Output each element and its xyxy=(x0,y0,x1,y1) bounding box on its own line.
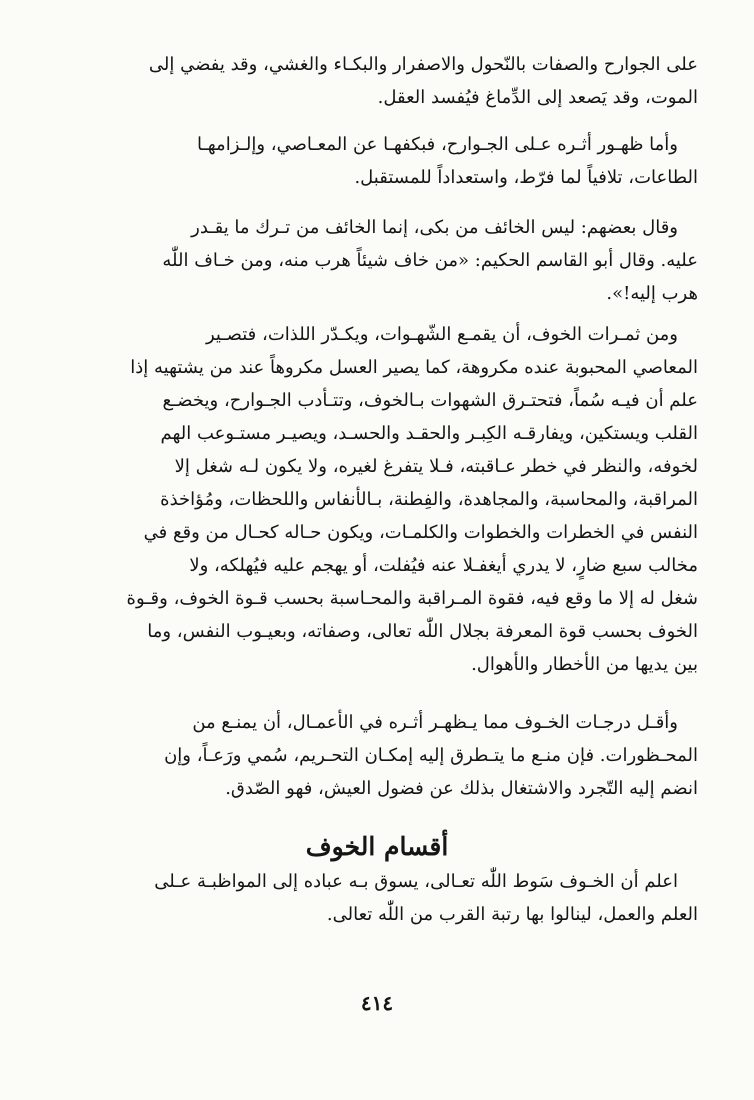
text-line: الخوف بحسب قوة المعرفة بجلال اللّٰه تعالى، وصفاته، وبعيـوب النفس، وما xyxy=(147,621,698,642)
text-line: ومن ثمـرات الخوف، أن يقمـع الشّهـوات، ويكـدّر اللذات، فتصـير xyxy=(206,324,678,345)
paragraph-outward-effects xyxy=(58,128,698,194)
text-line: مخالب سبع ضارٍ، لا يدري أيغفـلا عنه فيُفلت، أو يهجم عليه فيُهلكه، ولا xyxy=(189,555,698,576)
text-line: عليه. وقال أبو القاسم الحكيم: «من خاف شيئاً هرب منه، ومن خـاف اللّٰه xyxy=(162,250,698,271)
paragraph-types-of-fear xyxy=(58,865,698,931)
text-line: شغل له إلا ما وقع فيه، فقوة المـراقبة والمحـاسبة بحسب قـوة الخوف، وقـوة xyxy=(126,588,698,609)
text-line: اعلم أن الخـوف سَوط اللّٰه تعـالى، يسوق بـه عباده إلى المواظبـة عـلى xyxy=(154,871,678,892)
text-line: وأما ظهـور أثـره عـلى الجـوارح، فبكفهـا عن المعـاصي، وإلـزامهـا xyxy=(197,134,678,155)
page-number: ٤١٤ xyxy=(360,991,394,1015)
text-line: علم أن فيـه سُماً، فتحتـرق الشهوات بـالخوف، وتتـأدب الجـوارح، ويخضـع xyxy=(162,390,698,411)
paragraph-physical-effects xyxy=(58,48,698,114)
text-line: الموت، وقد يَصعد إلى الدِّماغ فيُفسد العقل. xyxy=(377,87,698,108)
text-line: لخوفه، والنظر في خطر عـاقبته، فـلا يتفرغ لغيره، ولا يكون لـه شغل إلا xyxy=(174,456,698,477)
text-line: على الجوارح والصفات بالنّحول والاصفرار والبكـاء والغشي، وقد يفضي إلى xyxy=(148,54,698,75)
paragraph-fruits-of-fear xyxy=(58,318,698,681)
text-line: العلم والعمل، لينالوا بها رتبة القرب من اللّٰه تعالى. xyxy=(326,904,698,925)
text-line: القلب ويستكين، ويفارقـه الكِبـر والحقـد والحسـد، ويصيـر مستـوعب الهم xyxy=(160,423,698,444)
text-line: هرب إليه!». xyxy=(606,283,698,304)
text-line: وقال بعضهم: ليس الخائف من بكى، إنما الخائف من تـرك ما يقـدر xyxy=(191,217,678,238)
paragraph-levels-of-fear xyxy=(58,706,698,805)
text-line: المحـظورات. فإن منـع ما يتـطرق إليه إمكـان التحـريم، سُمي ورَعـاً، وإن xyxy=(164,745,698,766)
paragraph-sayings xyxy=(58,211,698,310)
section-heading: أقسام الخوف xyxy=(305,832,449,861)
text-line: المراقبة، والمحاسبة، والمجاهدة، والفِطنة، بـالأنفاس واللحظات، ومُؤاخذة xyxy=(160,489,698,510)
text-line: وأقـل درجـات الخـوف مما يـظهـر أثـره في الأعمـال، أن يمنـع من xyxy=(192,712,678,733)
text-line: المعاصي المحبوبة عنده مكروهة، كما يصير العسل مكروهاً عند من يشتهيه إذا xyxy=(130,357,698,378)
text-line: الطاعات، تلافياً لما فرّط، واستعداداً للمستقبل. xyxy=(354,167,698,188)
text-line: بين يديها من الأخطار والأهوال. xyxy=(471,654,698,675)
text-line: انضم إليه التّجرد والاشتغال بذلك عن فضول العيش، فهو الصّدق. xyxy=(225,778,698,799)
text-line: النفس في الخطرات والخطوات والكلمـات، ويكون حـاله كحـال من وقع في xyxy=(143,522,698,543)
